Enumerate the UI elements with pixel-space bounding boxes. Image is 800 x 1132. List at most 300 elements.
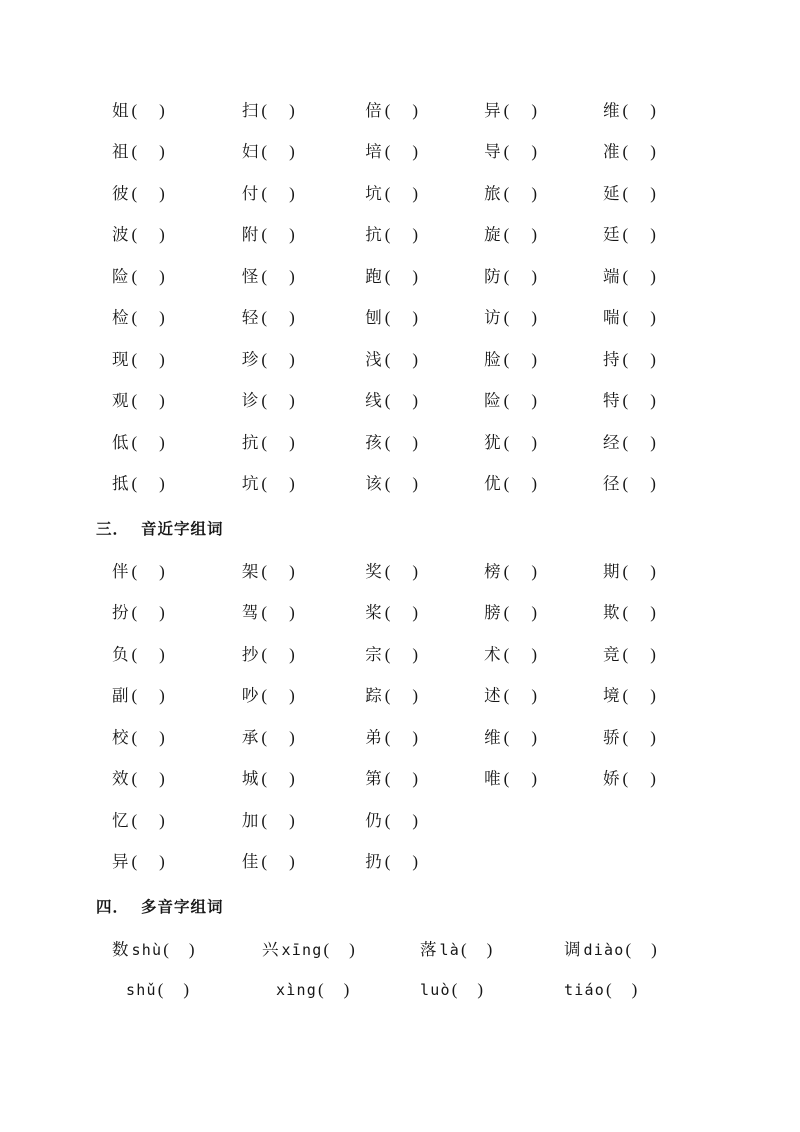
character: 宗: [365, 644, 382, 664]
grid-cell: [242, 130, 365, 172]
table-row: [112, 632, 722, 674]
answer-blank[interactable]: ( ): [460, 940, 493, 959]
answer-blank[interactable]: ( ): [131, 349, 165, 369]
section-4-number: 四．: [96, 898, 130, 916]
grid-cell: [365, 171, 484, 213]
character: 架: [241, 561, 259, 581]
grid-cell: [603, 549, 722, 591]
section-3-character-grid: [112, 549, 722, 881]
table-row: [112, 462, 722, 504]
grid-cell: [112, 715, 242, 757]
table-row: [112, 213, 722, 255]
answer-blank[interactable]: ( ): [503, 603, 537, 623]
grid-cell: [242, 296, 365, 338]
answer-blank[interactable]: ( ): [323, 940, 355, 959]
grid-cell: [242, 549, 365, 591]
answer-blank[interactable]: ( ): [261, 810, 295, 830]
section-4-heading: [96, 895, 722, 917]
character: 延: [603, 183, 620, 203]
character: 犹: [484, 432, 501, 452]
grid-cell: [242, 337, 365, 379]
grid-cell-empty: [603, 798, 722, 840]
grid-cell: [365, 632, 484, 674]
answer-blank[interactable]: ( ): [503, 225, 537, 245]
character: 险: [484, 391, 501, 411]
grid-cell: [112, 757, 242, 799]
answer-blank[interactable]: ( ): [131, 391, 165, 411]
grid-cell: [484, 171, 603, 213]
character: 妇: [241, 142, 259, 162]
answer-blank[interactable]: ( ): [384, 852, 419, 872]
grid-cell: [603, 213, 722, 255]
answer-blank[interactable]: ( ): [131, 852, 165, 872]
answer-blank[interactable]: ( ): [384, 474, 419, 494]
answer-blank[interactable]: ( ): [503, 266, 537, 286]
character: 脸: [484, 349, 501, 369]
answer-blank[interactable]: ( ): [622, 391, 656, 411]
character: 抗: [365, 225, 382, 245]
grid-cell: [365, 840, 484, 882]
answer-blank[interactable]: ( ): [384, 810, 419, 830]
grid-cell: [365, 254, 484, 296]
character: 持: [603, 349, 620, 369]
answer-blank[interactable]: ( ): [384, 308, 419, 328]
answer-blank[interactable]: ( ): [622, 727, 656, 747]
answer-blank[interactable]: ( ): [261, 603, 295, 623]
grid-cell: [603, 715, 722, 757]
answer-blank[interactable]: ( ): [605, 980, 638, 999]
grid-cell: [242, 213, 365, 255]
answer-blank[interactable]: ( ): [503, 183, 537, 203]
table-row: [112, 757, 722, 799]
answer-blank[interactable]: ( ): [384, 686, 419, 706]
grid-cell: [365, 462, 484, 504]
grid-cell: [242, 715, 365, 757]
grid-cell: [112, 591, 242, 633]
answer-blank[interactable]: ( ): [384, 727, 419, 747]
character: 期: [603, 561, 620, 581]
character: 附: [241, 225, 259, 245]
character: 旋: [484, 225, 501, 245]
answer-blank[interactable]: ( ): [384, 183, 419, 203]
answer-blank[interactable]: ( ): [131, 474, 165, 494]
character: 诊: [241, 391, 259, 411]
answer-blank[interactable]: ( ): [131, 727, 165, 747]
grid-cell: [242, 591, 365, 633]
section-4-polyphone-block: [112, 927, 722, 1011]
grid-cell: [484, 420, 603, 462]
answer-blank[interactable]: ( ): [261, 727, 295, 747]
polyphone-entry: [420, 980, 564, 1000]
grid-cell: [112, 798, 242, 840]
grid-cell: [365, 420, 484, 462]
grid-cell: [242, 420, 365, 462]
answer-blank[interactable]: ( ): [503, 474, 537, 494]
character: 扔: [365, 852, 382, 872]
grid-cell: [242, 798, 365, 840]
character: 该: [365, 474, 382, 494]
character: 祖: [112, 142, 129, 162]
character: 述: [484, 686, 501, 706]
table-row: [112, 591, 722, 633]
table-row: [112, 337, 722, 379]
polyphone-row-top: [112, 927, 722, 969]
answer-blank[interactable]: ( ): [261, 142, 295, 162]
grid-cell: [484, 462, 603, 504]
grid-cell: [112, 130, 242, 172]
character: 坑: [365, 183, 382, 203]
grid-cell: [112, 462, 242, 504]
grid-cell: [112, 549, 242, 591]
character: 波: [112, 225, 129, 245]
grid-cell: [112, 296, 242, 338]
answer-blank[interactable]: ( ): [317, 980, 350, 999]
character: 抄: [241, 644, 259, 664]
character: 调: [564, 940, 581, 959]
answer-blank[interactable]: ( ): [622, 183, 656, 203]
answer-blank[interactable]: ( ): [261, 769, 295, 789]
character: 轻: [241, 308, 259, 328]
character: 伴: [112, 561, 129, 581]
character: 导: [484, 142, 501, 162]
character: 孩: [365, 432, 382, 452]
character: 榜: [484, 561, 501, 581]
polyphone-entry: [262, 936, 420, 960]
character: 效: [112, 769, 129, 789]
answer-blank[interactable]: ( ): [622, 308, 656, 328]
grid-cell: [603, 171, 722, 213]
grid-cell: [365, 379, 484, 421]
grid-cell: [112, 171, 242, 213]
grid-cell: [484, 757, 603, 799]
polyphone-row-bottom: [112, 969, 722, 1011]
character: 姐: [112, 100, 129, 120]
answer-blank[interactable]: ( ): [503, 644, 537, 664]
character: 扮: [112, 603, 129, 623]
character: 访: [484, 308, 501, 328]
character: 异: [112, 852, 129, 872]
answer-blank[interactable]: ( ): [503, 432, 537, 452]
grid-cell-empty: [603, 840, 722, 882]
answer-blank[interactable]: ( ): [503, 349, 537, 369]
table-row: [112, 88, 722, 130]
table-row: [112, 130, 722, 172]
character: 廷: [603, 225, 620, 245]
table-row: [112, 254, 722, 296]
polyphone-entry: [126, 980, 276, 1000]
grid-cell: [603, 674, 722, 716]
grid-cell: [484, 213, 603, 255]
character: 忆: [112, 810, 129, 830]
grid-cell: [603, 379, 722, 421]
answer-blank[interactable]: ( ): [261, 308, 295, 328]
table-row: [112, 674, 722, 716]
pinyin: shù: [131, 941, 163, 959]
character: 欺: [603, 603, 620, 623]
pinyin: shǔ: [126, 981, 157, 999]
answer-blank[interactable]: ( ): [131, 810, 165, 830]
character: 唯: [484, 769, 501, 789]
grid-cell: [603, 296, 722, 338]
grid-cell: [365, 674, 484, 716]
answer-blank[interactable]: ( ): [261, 561, 295, 581]
table-row: [112, 379, 722, 421]
grid-cell: [112, 88, 242, 130]
character: 奖: [365, 561, 382, 581]
grid-cell: [603, 632, 722, 674]
answer-blank[interactable]: ( ): [622, 686, 656, 706]
polyphone-entry: [420, 936, 564, 960]
answer-blank[interactable]: ( ): [622, 225, 656, 245]
answer-blank[interactable]: ( ): [622, 142, 656, 162]
character: 珍: [241, 349, 259, 369]
answer-blank[interactable]: ( ): [157, 980, 190, 999]
grid-cell: [484, 549, 603, 591]
answer-blank[interactable]: ( ): [384, 769, 419, 789]
answer-blank[interactable]: ( ): [261, 225, 295, 245]
table-row: [112, 296, 722, 338]
character: 负: [112, 644, 129, 664]
character: 扫: [241, 100, 259, 120]
grid-cell: [484, 591, 603, 633]
answer-blank[interactable]: ( ): [163, 940, 195, 959]
character: 观: [112, 391, 129, 411]
answer-blank[interactable]: ( ): [503, 142, 537, 162]
grid-cell: [365, 715, 484, 757]
grid-cell: [242, 379, 365, 421]
character: 坑: [241, 474, 259, 494]
answer-blank[interactable]: ( ): [451, 980, 484, 999]
character: 端: [603, 266, 620, 286]
answer-blank[interactable]: ( ): [131, 142, 165, 162]
grid-cell: [365, 798, 484, 840]
grid-cell: [484, 632, 603, 674]
character: 第: [365, 769, 382, 789]
answer-blank[interactable]: ( ): [625, 940, 657, 959]
character: 线: [365, 391, 382, 411]
answer-blank[interactable]: ( ): [622, 603, 656, 623]
grid-cell: [484, 674, 603, 716]
character: 防: [484, 266, 501, 286]
character: 境: [603, 686, 620, 706]
answer-blank[interactable]: ( ): [384, 603, 419, 623]
character: 兴: [262, 940, 279, 959]
section-4-title: 多音字组词: [141, 898, 224, 916]
answer-blank[interactable]: ( ): [131, 432, 165, 452]
character: 校: [112, 727, 129, 747]
character: 浅: [365, 349, 382, 369]
answer-blank[interactable]: ( ): [503, 727, 537, 747]
grid-cell: [603, 254, 722, 296]
character: 吵: [241, 686, 259, 706]
answer-blank[interactable]: ( ): [261, 100, 295, 120]
grid-cell: [112, 254, 242, 296]
polyphone-entry: [564, 936, 714, 960]
grid-cell: [603, 591, 722, 633]
character: 佳: [241, 852, 259, 872]
table-row: [112, 549, 722, 591]
grid-cell: [242, 840, 365, 882]
table-row: [112, 420, 722, 462]
answer-blank[interactable]: ( ): [622, 266, 656, 286]
character: 径: [603, 474, 620, 494]
answer-blank[interactable]: ( ): [503, 561, 537, 581]
character: 特: [603, 391, 620, 411]
character: 城: [241, 769, 259, 789]
table-row: [112, 840, 722, 882]
character: 低: [112, 432, 129, 452]
grid-cell: [365, 130, 484, 172]
answer-blank[interactable]: ( ): [384, 644, 419, 664]
character: 抗: [241, 432, 259, 452]
character: 维: [484, 727, 501, 747]
answer-blank[interactable]: ( ): [622, 100, 656, 120]
character: 倍: [365, 100, 382, 120]
character: 弟: [365, 727, 382, 747]
grid-cell: [603, 757, 722, 799]
polyphone-entry: [276, 980, 420, 1000]
answer-blank[interactable]: ( ): [384, 266, 419, 286]
pinyin: xīng: [281, 941, 323, 959]
character: 膀: [484, 603, 501, 623]
section-3-title: 音近字组词: [141, 520, 224, 538]
table-row: [112, 171, 722, 213]
answer-blank[interactable]: ( ): [261, 474, 295, 494]
grid-cell-empty: [484, 840, 603, 882]
section-3-heading: [96, 517, 722, 539]
grid-cell: [484, 254, 603, 296]
answer-blank[interactable]: ( ): [384, 432, 419, 452]
grid-cell: [112, 840, 242, 882]
answer-blank[interactable]: ( ): [261, 349, 295, 369]
answer-blank[interactable]: ( ): [131, 266, 165, 286]
answer-blank[interactable]: ( ): [384, 349, 419, 369]
pinyin: luò: [420, 981, 451, 999]
grid-cell: [365, 337, 484, 379]
polyphone-entry: [112, 936, 262, 960]
answer-blank[interactable]: ( ): [131, 686, 165, 706]
grid-cell: [242, 632, 365, 674]
grid-cell: [484, 88, 603, 130]
grid-cell: [603, 130, 722, 172]
answer-blank[interactable]: ( ): [131, 100, 165, 120]
answer-blank[interactable]: ( ): [384, 225, 419, 245]
grid-cell: [242, 88, 365, 130]
character: 旅: [484, 183, 501, 203]
answer-blank[interactable]: ( ): [503, 769, 537, 789]
grid-cell: [603, 337, 722, 379]
character: 抵: [112, 474, 129, 494]
grid-cell: [112, 379, 242, 421]
grid-cell: [242, 171, 365, 213]
character: 桨: [365, 603, 382, 623]
answer-blank[interactable]: ( ): [131, 561, 165, 581]
character: 维: [603, 100, 620, 120]
character: 险: [112, 266, 129, 286]
answer-blank[interactable]: ( ): [261, 183, 295, 203]
answer-blank[interactable]: ( ): [384, 391, 419, 411]
table-row: [112, 715, 722, 757]
character: 踪: [365, 686, 382, 706]
grid-cell: [365, 549, 484, 591]
character: 检: [112, 308, 129, 328]
grid-cell: [603, 462, 722, 504]
character: 骄: [603, 727, 620, 747]
character: 现: [112, 349, 129, 369]
character: 经: [603, 432, 620, 452]
answer-blank[interactable]: ( ): [503, 100, 537, 120]
grid-cell: [365, 591, 484, 633]
pinyin: là: [439, 941, 460, 959]
grid-cell: [242, 757, 365, 799]
grid-cell: [112, 337, 242, 379]
answer-blank[interactable]: ( ): [131, 644, 165, 664]
character: 培: [365, 142, 382, 162]
pinyin: xìng: [276, 981, 317, 999]
grid-cell: [242, 462, 365, 504]
character: 刨: [365, 308, 382, 328]
grid-cell: [112, 420, 242, 462]
answer-blank[interactable]: ( ): [622, 474, 656, 494]
answer-blank[interactable]: ( ): [261, 644, 295, 664]
grid-cell: [242, 254, 365, 296]
answer-blank[interactable]: ( ): [503, 391, 537, 411]
character: 付: [241, 183, 259, 203]
grid-cell: [484, 337, 603, 379]
grid-cell-empty: [484, 798, 603, 840]
answer-blank[interactable]: ( ): [622, 561, 656, 581]
grid-cell: [603, 88, 722, 130]
answer-blank[interactable]: ( ): [261, 686, 295, 706]
grid-cell: [365, 757, 484, 799]
answer-blank[interactable]: ( ): [261, 432, 295, 452]
answer-blank[interactable]: ( ): [503, 686, 537, 706]
answer-blank[interactable]: ( ): [384, 100, 419, 120]
grid-cell: [484, 379, 603, 421]
character: 副: [112, 686, 129, 706]
character: 彼: [112, 183, 129, 203]
answer-blank[interactable]: ( ): [622, 349, 656, 369]
character: 跑: [365, 266, 382, 286]
grid-cell: [242, 674, 365, 716]
answer-blank[interactable]: ( ): [131, 603, 165, 623]
answer-blank[interactable]: ( ): [503, 308, 537, 328]
answer-blank[interactable]: ( ): [131, 183, 165, 203]
character: 承: [241, 727, 259, 747]
grid-cell: [112, 674, 242, 716]
character: 准: [603, 142, 620, 162]
answer-blank[interactable]: ( ): [131, 308, 165, 328]
answer-blank[interactable]: ( ): [261, 391, 295, 411]
grid-cell: [484, 296, 603, 338]
pinyin: tiáo: [564, 981, 605, 999]
answer-blank[interactable]: ( ): [622, 644, 656, 664]
answer-blank[interactable]: ( ): [384, 142, 419, 162]
grid-cell: [112, 632, 242, 674]
pinyin: diào: [583, 941, 625, 959]
answer-blank[interactable]: ( ): [622, 769, 656, 789]
grid-cell: [112, 213, 242, 255]
answer-blank[interactable]: ( ): [131, 225, 165, 245]
answer-blank[interactable]: ( ): [622, 432, 656, 452]
answer-blank[interactable]: ( ): [384, 561, 419, 581]
grid-cell: [603, 420, 722, 462]
answer-blank[interactable]: ( ): [261, 266, 295, 286]
character: 加: [241, 810, 259, 830]
answer-blank[interactable]: ( ): [261, 852, 295, 872]
character: 驾: [241, 603, 259, 623]
answer-blank[interactable]: ( ): [131, 769, 165, 789]
